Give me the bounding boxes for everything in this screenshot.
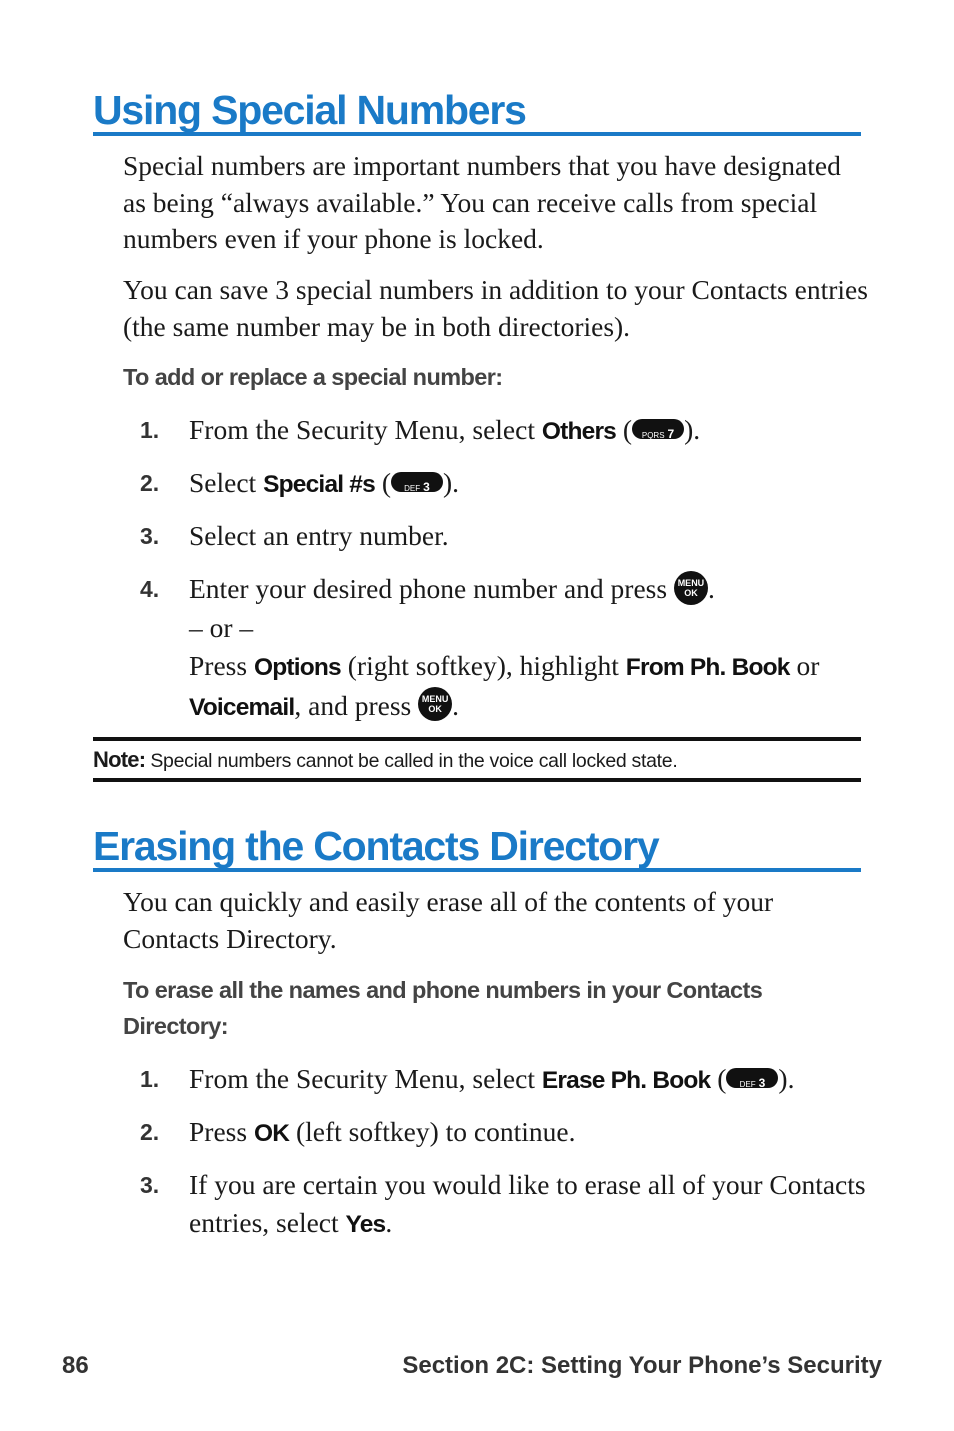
- procedure-subheading: To add or replace a special number:: [123, 364, 503, 390]
- step-text: From the Security Menu, select Others ( PQRS 7 ).: [189, 414, 701, 445]
- save-info-paragraph: You can save 3 special numbers in addition to your Contacts entries (the same number may be in both directories).: [123, 274, 868, 342]
- note-text: Special numbers cannot be called in the voice call locked state.: [145, 750, 678, 772]
- step-text: From the Security Menu, select Erase Ph. Book ( DEF 3 ).: [189, 1063, 795, 1094]
- menu-command: Erase Ph. Book: [541, 1067, 711, 1094]
- menu-ok-key-icon: MENU OK: [418, 687, 452, 721]
- menu-ok-key-icon: MENU OK: [674, 571, 708, 605]
- menu-command: From Ph. Book: [625, 653, 790, 681]
- page-number: 86: [62, 1352, 89, 1379]
- step-number: 4.: [140, 576, 160, 602]
- note-box: [93, 737, 861, 782]
- note-label: Note:: [93, 747, 146, 772]
- step-number: 1.: [140, 417, 160, 443]
- step-text: Press OK (left softkey) to continue.: [189, 1116, 576, 1147]
- step-number: 3.: [140, 523, 160, 549]
- or-separator: – or –: [189, 611, 254, 643]
- procedure-subheading: To erase all the names and phone numbers in your Contacts Directory:: [123, 977, 763, 1039]
- menu-command: OK: [253, 1120, 290, 1147]
- step-number: 2.: [140, 470, 160, 496]
- step-number: 3.: [140, 1172, 160, 1198]
- section-footer: Section 2C: Setting Your Phone’s Security: [402, 1352, 882, 1379]
- menu-command: Options: [253, 653, 341, 681]
- step-text: Select an entry number.: [189, 520, 449, 551]
- section-heading-erasing-contacts: Erasing the Contacts Directory: [93, 824, 861, 872]
- keypad-3-icon: DEF 3: [391, 472, 443, 492]
- step-text: Select Special #s ( DEF 3 ).: [189, 467, 460, 498]
- keypad-3-icon: DEF 3: [726, 1068, 778, 1088]
- menu-command: Others: [541, 418, 617, 445]
- step-number: 2.: [140, 1119, 160, 1145]
- menu-command: Voicemail: [189, 693, 295, 721]
- intro-paragraph: Special numbers are important numbers that you have designated as being “always available.” You can receive calls from special numbers even if your phone is locked.: [123, 150, 841, 254]
- menu-command: Special #s: [263, 471, 375, 498]
- menu-command: Yes: [345, 1211, 386, 1238]
- step-text: If you are certain you would like to erase all of your Contacts entries, select Yes.: [189, 1169, 866, 1238]
- step-number: 1.: [140, 1066, 160, 1092]
- erase-intro-paragraph: You can quickly and easily erase all of the contents of your Contacts Directory.: [123, 886, 774, 954]
- keypad-7-icon: PQRS 7: [632, 419, 684, 439]
- section-heading-special-numbers: Using Special Numbers: [93, 88, 861, 136]
- step-text: Enter your desired phone number and press MENU OK . – or – Press Options (right softkey), highlight From Ph. Book or Voicemail, and press MENU OK .: [189, 570, 869, 727]
